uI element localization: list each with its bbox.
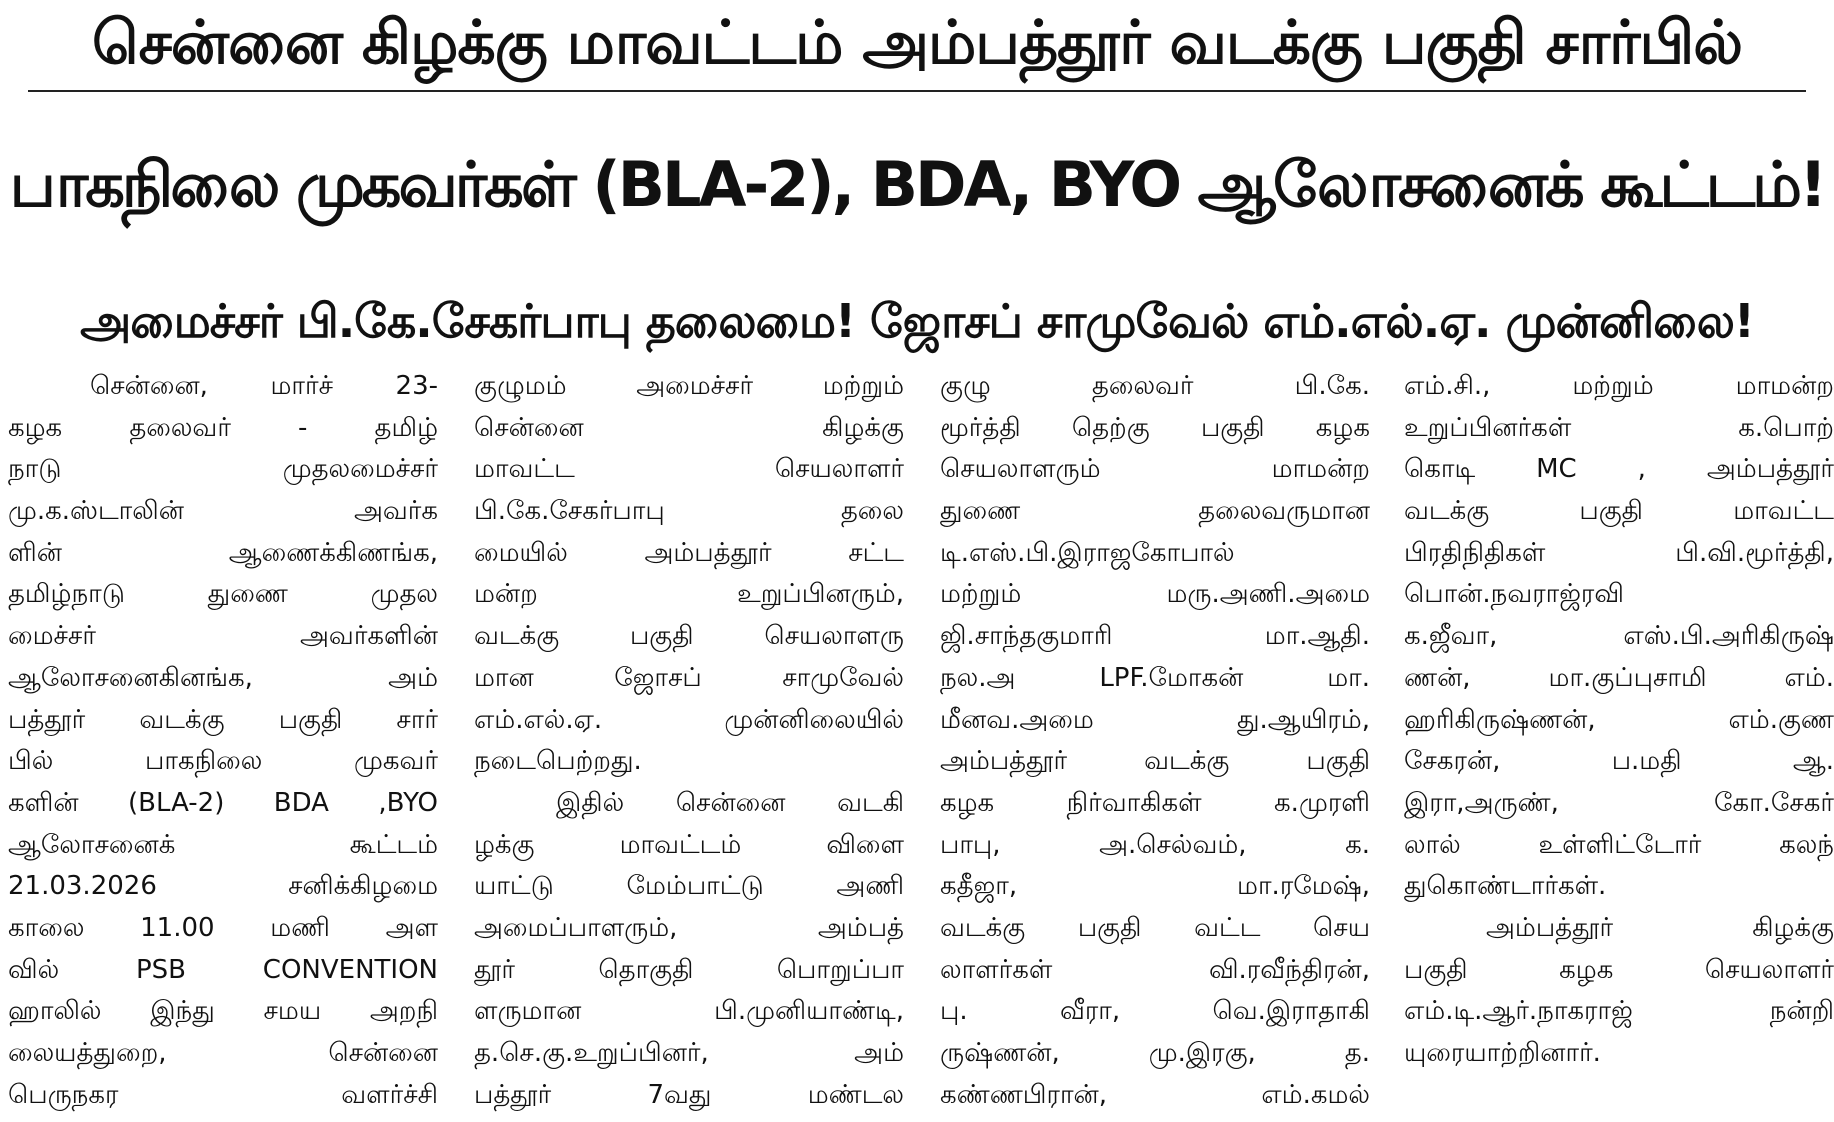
article-line: கழக நிர்வாகிகள் க.முரளி	[940, 787, 1370, 818]
article-line: களின் (BLA-2) BDA ,BYO	[8, 787, 438, 818]
article-line: ஹரிகிருஷ்ணன், எம்.குண	[1404, 704, 1834, 735]
article-line: 21.03.2026 சனிக்கிழமை	[8, 871, 438, 902]
article-line: லையத்துறை, சென்னை	[8, 1038, 438, 1068]
article-line: லாளர்கள் வி.ரவீந்திரன்,	[940, 954, 1370, 985]
article-line: பொன்.நவராஜ்ரவி	[1404, 579, 1624, 610]
headline-sub: அமைச்சர் பி.கே.சேகர்பாபு தலைமை! ஜோசப் சாமுவேல் எம்.எல்.ஏ. முன்னிலை!	[80, 294, 1754, 348]
article-line: காலை 11.00 மணி அள	[8, 912, 438, 943]
article-column-1	[8, 366, 438, 1116]
article-line: எம்.எல்.ஏ. முன்னிலையில்	[474, 704, 904, 735]
article-line: யாட்டு மேம்பாட்டு அணி	[474, 871, 904, 902]
article-line: கழக தலைவர் - தமிழ்	[8, 412, 438, 443]
article-line: பத்தூர் வடக்கு பகுதி சார்	[8, 704, 438, 735]
article-line: எம்.டி.ஆர்.நாகராஜ் நன்றி	[1404, 996, 1834, 1027]
article-line: இரா,அருண், கோ.சேகர்	[1404, 787, 1834, 818]
article-line: க.ஜீவா, எஸ்.பி.அரிகிருஷ்	[1404, 621, 1834, 652]
article-column-2	[474, 366, 904, 1116]
article-line: துகொண்டார்கள்.	[1404, 871, 1607, 902]
article-line: யுரையாற்றினார்.	[1404, 1038, 1601, 1068]
article-line: கதீஜா, மா.ரமேஷ்,	[940, 871, 1370, 902]
article-line: நாடு முதலமைச்சர்	[8, 454, 438, 485]
article-line: இதில் சென்னை வடகி	[556, 787, 904, 818]
article-line: நடைபெற்றது.	[474, 746, 642, 777]
headline-main: பாகநிலை முகவர்கள் (BLA-2), BDA, BYO ஆலோசனைக் கூட்டம்!	[9, 148, 1825, 221]
article-line: லால் உள்ளிட்டோர் கலந்	[1404, 829, 1834, 860]
article-line: ஜி.சாந்தகுமாரி மா.ஆதி.	[940, 621, 1370, 652]
article-line: அம்பத்தூர் கிழக்கு	[1486, 912, 1834, 943]
article-line: ஆலோசனைக் கூட்டம்	[8, 829, 438, 860]
article-line: கண்ணபிரான், எம்.கமல்	[940, 1079, 1370, 1110]
headline-top: சென்னை கிழக்கு மாவட்டம் அம்பத்தூர் வடக்கு பகுதி சார்பில்	[91, 8, 1743, 78]
article-line: பு. வீரா, வெ.இராதாகி	[940, 996, 1370, 1027]
article-line: தூர் தொகுதி பொறுப்பா	[474, 954, 904, 985]
article-line: ஹாலில் இந்து சமய அறநி	[8, 996, 438, 1027]
article-line: த.செ.கு.உறுப்பினர், அம்	[474, 1038, 904, 1068]
article-line: பகுதி கழக செயலாளர்	[1404, 954, 1834, 985]
article-line: மூர்த்தி தெற்கு பகுதி கழக	[940, 412, 1370, 443]
article-line: மன்ற உறுப்பினரும்,	[474, 579, 904, 610]
article-line: நல.அ LPF.மோகன் மா.	[940, 662, 1370, 693]
article-line: கொடி MC , அம்பத்தூர்	[1404, 454, 1834, 485]
article-line: குழுமம் அமைச்சர் மற்றும்	[474, 371, 904, 401]
article-line: உறுப்பினர்கள் க.பொற்	[1404, 412, 1834, 443]
article-line: அம்பத்தூர் வடக்கு பகுதி	[940, 746, 1370, 777]
article-line: ருஷ்ணன், மு.இரகு, த.	[940, 1038, 1370, 1068]
article-line: மையில் அம்பத்தூர் சட்ட	[474, 537, 904, 568]
article-line: பத்தூர் 7வது மண்டல	[474, 1079, 904, 1110]
article-line: வடக்கு பகுதி மாவட்ட	[1404, 496, 1834, 527]
article-line: ணன், மா.குப்புசாமி எம்.	[1404, 662, 1834, 693]
article-line: சேகரன், ப.மதி ஆ.	[1404, 746, 1834, 777]
article-line: சென்னை, மார்ச் 23-	[90, 371, 438, 401]
article-line: வில் PSB CONVENTION	[8, 954, 438, 985]
article-line: ழக்கு மாவட்டம் விளை	[474, 829, 904, 860]
article-line: செயலாளரும் மாமன்ற	[940, 454, 1370, 485]
article-line: மு.க.ஸ்டாலின் அவர்க	[8, 496, 438, 527]
article-line: மாவட்ட செயலாளர்	[474, 454, 904, 485]
article-line: எம்.சி., மற்றும் மாமன்ற	[1404, 371, 1834, 401]
article-line: மற்றும் மரு.அணி.அமை	[940, 579, 1370, 610]
article-column-3	[940, 366, 1370, 1116]
article-line: அமைப்பாளரும், அம்பத்	[474, 912, 904, 943]
article-line: ளருமான பி.முனியாண்டி,	[474, 996, 904, 1027]
article-line: டி.எஸ்.பி.இராஜகோபால்	[940, 537, 1235, 568]
article-line: வடக்கு பகுதி வட்ட செய	[940, 912, 1370, 943]
article-line: பிரதிநிதிகள் பி.வி.மூர்த்தி,	[1404, 537, 1834, 568]
article-line: மீனவ.அமை து.ஆயிரம்,	[940, 704, 1370, 735]
article-line: பாபு, அ.செல்வம், க.	[940, 829, 1370, 860]
article-line: மான ஜோசப் சாமுவேல்	[474, 662, 904, 693]
article-line: ஆலோசனைகினங்க, அம்	[8, 662, 438, 693]
article-line: துணை தலைவருமான	[940, 496, 1370, 527]
article-line: பி.கே.சேகர்பாபு தலை	[474, 496, 904, 527]
article-line: பெருநகர வளர்ச்சி	[8, 1079, 438, 1110]
article-line: சென்னை கிழக்கு	[474, 412, 904, 443]
article-line: பில் பாகநிலை முகவர்	[8, 746, 438, 777]
headline-divider	[28, 90, 1806, 92]
article-line: மைச்சர் அவர்களின்	[8, 621, 438, 652]
article-line: வடக்கு பகுதி செயலாளரு	[474, 621, 904, 652]
article-line: தமிழ்நாடு துணை முதல	[8, 579, 438, 610]
article-line: குழு தலைவர் பி.கே.	[940, 371, 1370, 401]
article-line: ளின் ஆணைக்கிணங்க,	[8, 537, 438, 568]
article-column-4	[1404, 366, 1834, 1116]
